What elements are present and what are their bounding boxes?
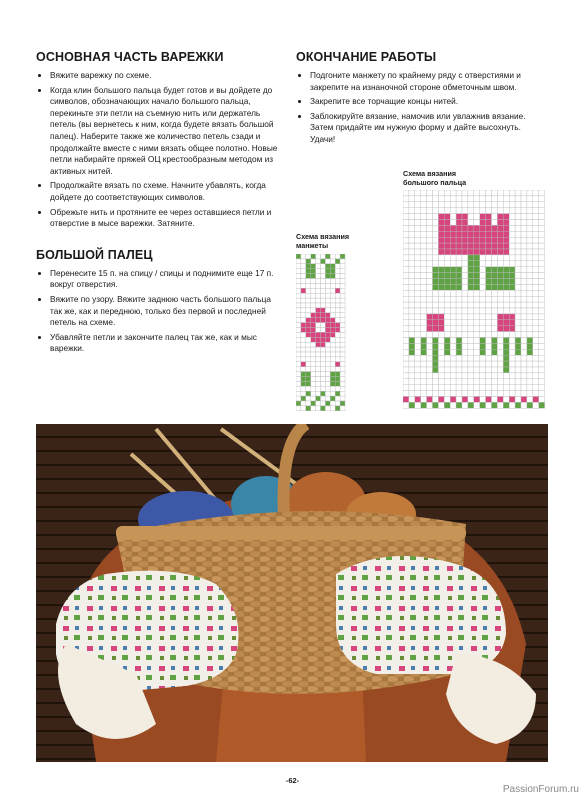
list-item: • Вяжите по узору. Вяжите заднюю часть большого пальца так же, как и переднюю, только без первой и последней петель на схеме. [50, 294, 284, 329]
cuff-chart [296, 254, 346, 412]
watermark: PassionForum.ru [502, 784, 579, 795]
cuff-chart-caption: Схема вязания манжеты [296, 232, 350, 250]
list-item: • Вяжите варежку по схеме. [50, 70, 284, 82]
thumb-chart [403, 190, 545, 412]
list-item: • Заблокируйте вязание, намочив или увлажнив вязание. Затем придайте им нужную форму и дайте высохнуть. Удачи! [310, 111, 540, 146]
list-item: • Закрепите все торчащие концы нитей. [310, 96, 540, 108]
list-item: • Убавляйте петли и закончите палец так же, как и мыс варежки. [50, 332, 284, 355]
list-item: • Когда клин большого пальца будет готов и вы дойдете до символов, обозначающих начало большого пальца, перекиньте эти петли на съемную нить или держатель петель (вы вернетесь к ним, когда будете вязать большой палец). Наберите также же количество петель сзади и продолжайте вместе с ними вязать общее полотно. Новые петли набирайте пряжей ОЦ крестообразным методом из активных нитей. [50, 85, 284, 178]
mittens-basket-photo [36, 424, 548, 762]
section-title-finish: ОКОНЧАНИЕ РАБОТЫ [296, 50, 437, 64]
right-column [296, 50, 540, 149]
list-item: • Продолжайте вязать по схеме. Начните убавлять, когда дойдете до соответствующих символов. [50, 180, 284, 203]
list-item: • Обрежьте нить и протяните ее через оставшиеся петли и отверстие в мысе варежки. Затяните. [50, 207, 284, 230]
finish-instructions [296, 70, 540, 146]
list-item: • Перенесите 15 п. на спицу / спицы и поднимите еще 17 п. вокруг отверстия. [50, 268, 284, 291]
section-title-main: ОСНОВНАЯ ЧАСТЬ ВАРЕЖКИ [36, 50, 224, 64]
thumb-chart-caption: Схема вязания большого пальца [403, 169, 467, 187]
page-number: -62- [285, 776, 300, 785]
list-item: • Подгоните манжету по крайнему ряду с отверстиями и закрепите на изнаночной стороне обметочным швом. [310, 70, 540, 93]
main-instructions [36, 70, 284, 230]
thumb-instructions [36, 268, 284, 355]
left-column [36, 50, 284, 358]
section-title-thumb: БОЛЬШОЙ ПАЛЕЦ [36, 247, 153, 262]
